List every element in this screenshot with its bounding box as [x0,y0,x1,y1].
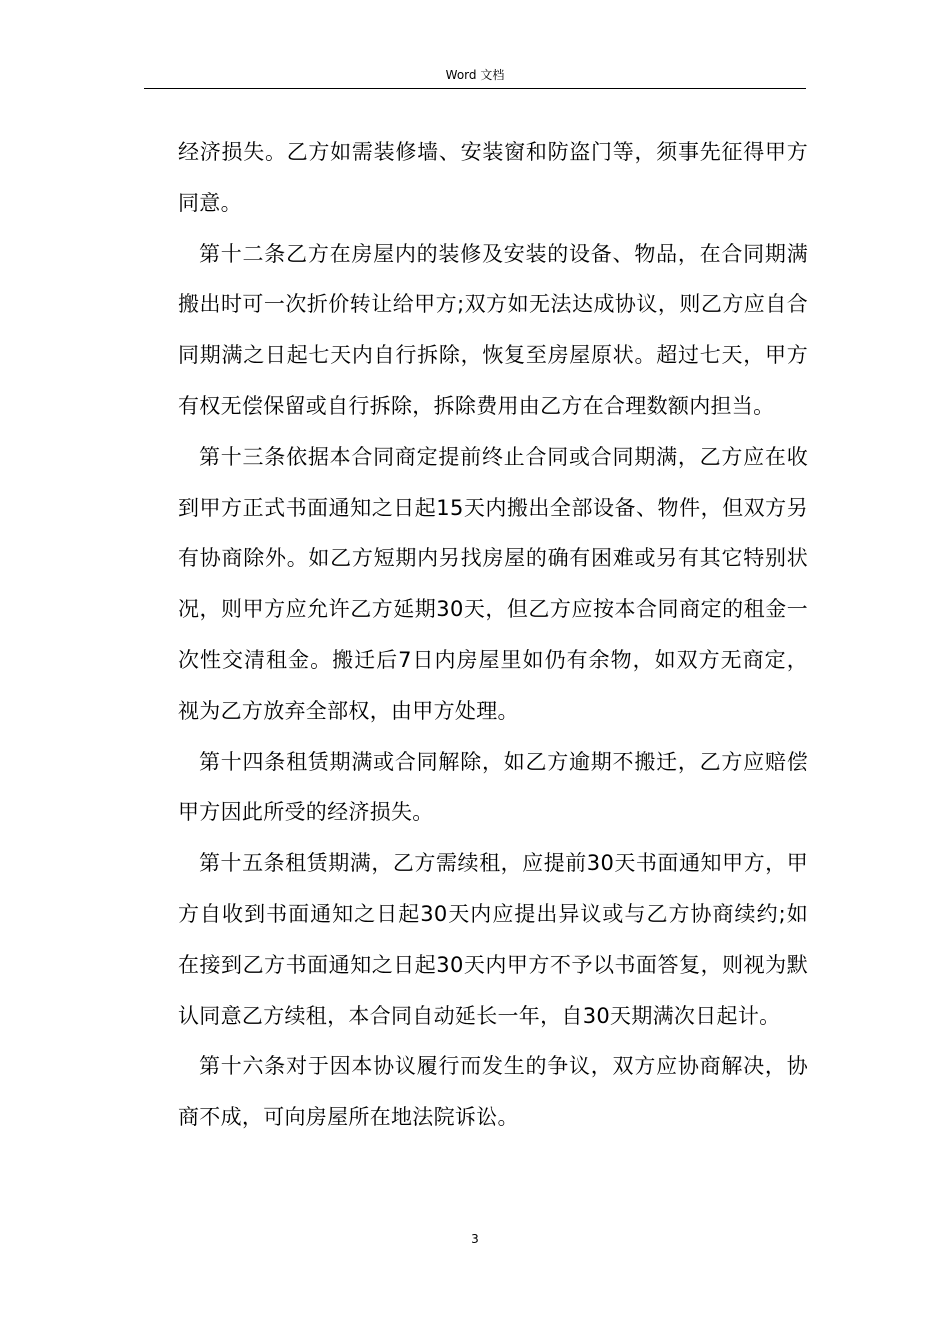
page-header [144,68,806,89]
paragraph-article-13: 第十三条依据本合同商定提前终止合同或合同期满，乙方应在收到甲方正式书面通知之日起15天内搬出全部设备、物件，但双方另有协商除外。如乙方短期内另找房屋的确有困难或另有其它特别状况，则甲方应允许乙方延期30天，但乙方应按本合同商定的租金一次性交清租金。搬迁后7日内房屋里如仍有余物，如双方无商定，视为乙方放弃全部权，由甲方处理。 [178,444,808,723]
paragraph-article-14: 第十四条租赁期满或合同解除，如乙方逾期不搬迁，乙方应赔偿甲方因此所受的经济损失。 [178,749,808,825]
document-body [178,127,808,1143]
page-number: 3 [471,1232,479,1246]
paragraph-article-15: 第十五条租赁期满，乙方需续租，应提前30天书面通知甲方，甲方自收到书面通知之日起30天内应提出异议或与乙方协商续约;如在接到乙方书面通知之日起30天内甲方不予以书面答复，则视为默认同意乙方续租，本合同自动延长一年，自30天期满次日起计。 [178,851,808,1028]
header-title: Word 文档 [445,68,505,82]
paragraph-continuation: 经济损失。乙方如需装修墙、安装窗和防盗门等，须事先征得甲方同意。 [178,140,808,215]
paragraph-article-12: 第十二条乙方在房屋内的装修及安装的设备、物品，在合同期满搬出时可一次折价转让给甲方;双方如无法达成协议，则乙方应自合同期满之日起七天内自行拆除，恢复至房屋原状。超过七天，甲方有权无偿保留或自行拆除，拆除费用由乙方在合理数额内担当。 [178,241,808,418]
paragraph-article-16: 第十六条对于因本协议履行而发生的争议，双方应协商解决，协商不成，可向房屋所在地法院诉讼。 [178,1054,808,1130]
